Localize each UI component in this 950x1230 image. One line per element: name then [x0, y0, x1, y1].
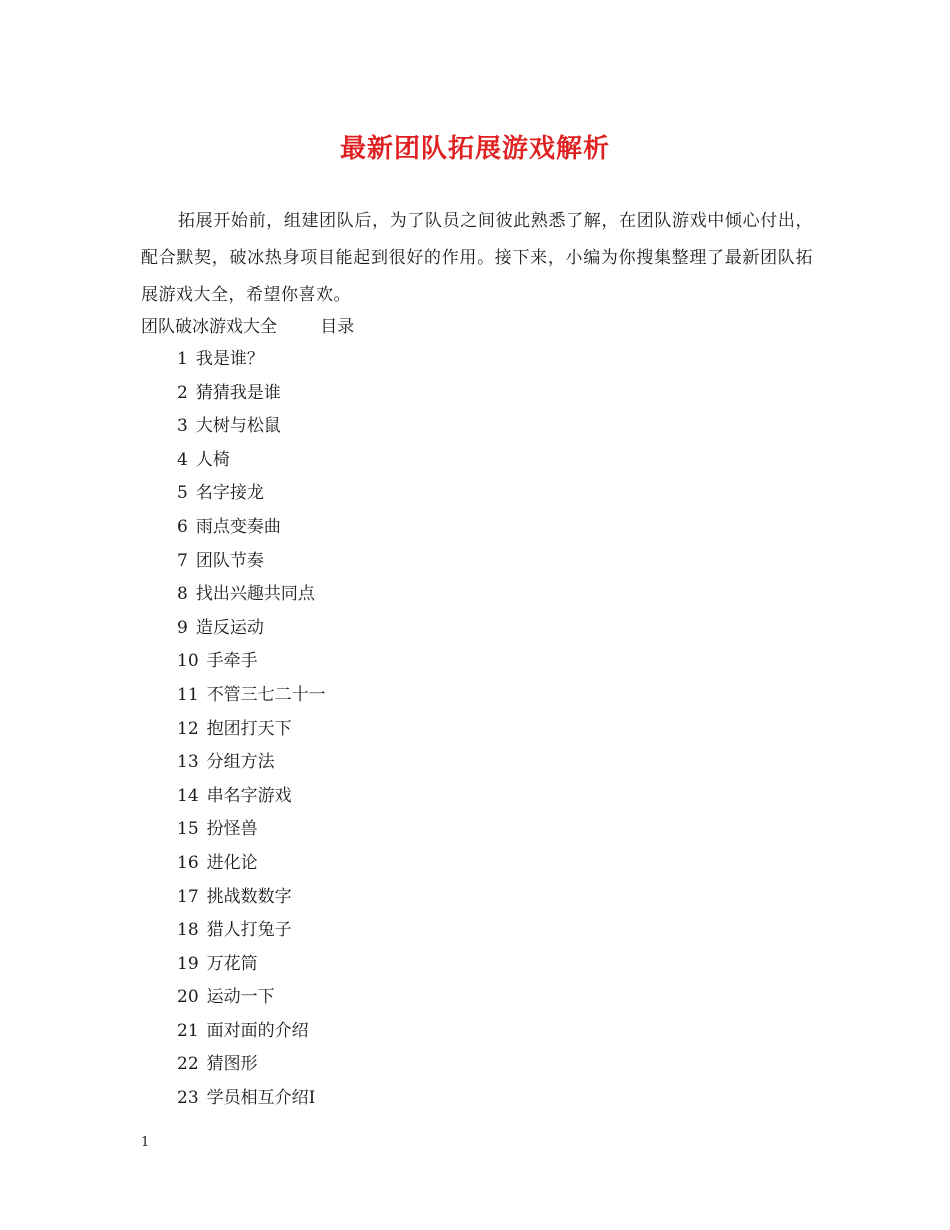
toc-item-number: 7: [177, 550, 188, 571]
toc-item-label: 挑战数数字: [206, 886, 292, 907]
toc-item[interactable]: [177, 749, 326, 783]
toc-item-number: 23: [177, 1088, 199, 1109]
toc-item[interactable]: [177, 716, 326, 750]
toc-header: [141, 314, 354, 340]
toc-item-number: 11: [177, 684, 199, 705]
toc-item[interactable]: [177, 514, 326, 548]
toc-item[interactable]: [177, 884, 326, 918]
toc-item-label: 手牵手: [206, 651, 258, 672]
toc-item[interactable]: [177, 413, 326, 447]
toc-item-label: 万花筒: [206, 953, 258, 974]
toc-item[interactable]: [177, 682, 326, 716]
toc-item-label: 猎人打兔子: [206, 920, 292, 941]
toc-item-number: 12: [177, 718, 199, 739]
toc-item[interactable]: [177, 380, 326, 414]
toc-item-number: 15: [177, 819, 199, 840]
toc-item[interactable]: [177, 480, 326, 514]
intro-paragraph: 拓展开始前，组建团队后，为了队员之间彼此熟悉了解，在团队游戏中倾心付出，配合默契，破冰热身项目能起到很好的作用。接下来，小编为你搜集整理了最新团队拓展游戏大全，希望你喜欢。: [141, 211, 813, 305]
toc-item-label: 雨点变奏曲: [195, 516, 281, 537]
toc-item[interactable]: [177, 816, 326, 850]
toc-item[interactable]: [177, 581, 326, 615]
toc-item[interactable]: [177, 615, 326, 649]
toc-item-label: 学员相互介绍Ⅰ: [206, 1088, 316, 1109]
toc-item-number: 17: [177, 886, 199, 907]
toc-header-title: 团队破冰游戏大全: [141, 317, 277, 337]
toc-item-label: 猜猜我是谁: [195, 382, 281, 403]
toc-item[interactable]: [177, 984, 326, 1018]
toc-item-number: 6: [177, 516, 188, 537]
toc-item[interactable]: [177, 850, 326, 884]
toc-item-label: 进化论: [206, 852, 258, 873]
toc-list: [177, 346, 326, 1119]
toc-item-label: 造反运动: [195, 617, 264, 638]
toc-item-number: 2: [177, 382, 188, 403]
toc-item-label: 找出兴趣共同点: [195, 584, 315, 605]
toc-item-number: 19: [177, 953, 199, 974]
toc-item-label: 不管三七二十一: [206, 684, 326, 705]
toc-item[interactable]: [177, 447, 326, 481]
toc-header-spacer: [277, 317, 320, 337]
toc-item-number: 18: [177, 920, 199, 941]
toc-item[interactable]: [177, 1085, 326, 1119]
toc-item-label: 我是谁？: [195, 349, 264, 369]
toc-item-number: 22: [177, 1054, 199, 1075]
toc-item-label: 分组方法: [206, 752, 275, 773]
toc-item-label: 运动一下: [206, 987, 275, 1008]
toc-item-label: 猜图形: [206, 1054, 258, 1075]
toc-header-label: 目录: [320, 317, 355, 337]
toc-item[interactable]: [177, 346, 326, 380]
toc-item[interactable]: [177, 548, 326, 582]
toc-item[interactable]: [177, 1018, 326, 1052]
toc-item-number: 21: [177, 1020, 199, 1041]
toc-item[interactable]: [177, 917, 326, 951]
toc-item-number: 1: [177, 349, 188, 369]
toc-item-label: 面对面的介绍: [206, 1020, 309, 1041]
toc-item-label: 串名字游戏: [206, 785, 292, 806]
toc-item-number: 8: [177, 584, 188, 605]
toc-item-label: 抱团打天下: [206, 718, 292, 739]
toc-item-number: 10: [177, 651, 199, 672]
toc-item-label: 团队节奏: [195, 550, 264, 571]
toc-item-number: 4: [177, 449, 188, 470]
toc-item-label: 扮怪兽: [206, 819, 258, 840]
toc-item-number: 14: [177, 785, 199, 806]
toc-item-number: 20: [177, 987, 199, 1008]
toc-item[interactable]: [177, 951, 326, 985]
toc-item[interactable]: [177, 783, 326, 817]
toc-item-number: 5: [177, 483, 188, 504]
toc-item[interactable]: [177, 1051, 326, 1085]
toc-item-label: 大树与松鼠: [195, 416, 281, 437]
document-title: 最新团队拓展游戏解析: [339, 134, 610, 164]
page-number: 1: [141, 1135, 150, 1150]
toc-item-number: 13: [177, 752, 199, 773]
toc-item-number: 9: [177, 617, 188, 638]
toc-item-label: 人椅: [195, 449, 230, 470]
toc-item-label: 名字接龙: [195, 483, 264, 504]
toc-item-number: 3: [177, 416, 188, 437]
toc-item-number: 16: [177, 852, 199, 873]
toc-item[interactable]: [177, 648, 326, 682]
